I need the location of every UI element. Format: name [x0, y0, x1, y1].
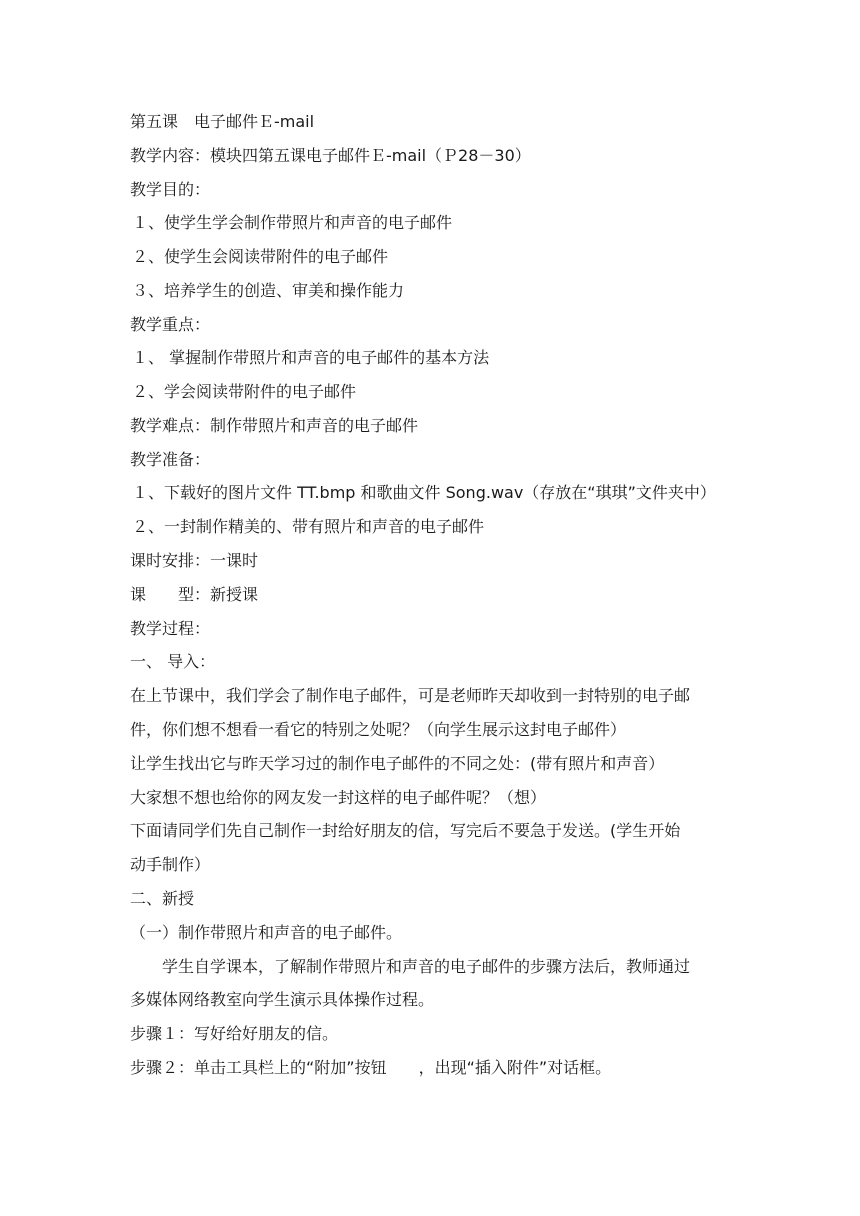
subsection-1: （一）制作带照片和声音的电子邮件。	[130, 923, 403, 942]
objective-3: ３、培养学生的创造、审美和操作能力	[132, 281, 405, 300]
key-point-1: １、 掌握制作带照片和声音的电子邮件的基本方法	[132, 348, 490, 367]
section-new-teaching: 二、新授	[130, 889, 195, 908]
intro-paragraph-line-2: 件，你们想不想看一看它的特别之处呢？（向学生展示这封电子邮件）	[130, 720, 627, 739]
intro-find-differences: 让学生找出它与昨天学习过的制作电子邮件的不同之处：(带有照片和声音）	[130, 754, 665, 773]
lesson-type: 课 型：新授课	[130, 585, 259, 604]
objective-1: １、使学生学会制作带照片和声音的电子邮件	[132, 213, 453, 232]
lesson-title: 第五课 电子邮件Ｅ-mail	[130, 112, 315, 131]
schedule: 课时安排：一课时	[130, 551, 259, 570]
intro-question: 大家想不想也给你的网友发一封这样的电子邮件呢？（想）	[130, 788, 547, 807]
intro-task-line-1: 下面请同学们先自己制作一封给好朋友的信，写完后不要急于发送。(学生开始	[130, 821, 681, 840]
heading-objectives: 教学目的：	[130, 180, 211, 199]
intro-paragraph-line-1: 在上节课中，我们学会了制作电子邮件，可是老师昨天却收到一封特别的电子邮	[130, 686, 691, 705]
step-2: 步骤２：单击工具栏上的“附加”按钮 ，出现“插入附件”对话框。	[130, 1058, 612, 1077]
difficulty: 教学难点：制作带照片和声音的电子邮件	[130, 416, 419, 435]
heading-preparation: 教学准备：	[130, 450, 211, 469]
step-1: 步骤１：写好给好朋友的信。	[130, 1024, 339, 1043]
section-intro: 一、 导入：	[130, 652, 216, 671]
preparation-1: １、下载好的图片文件 TT.bmp 和歌曲文件 Song.wav（存放在“琪琪”文件夹中）	[132, 483, 716, 502]
self-study-line-2: 多媒体网络教室向学生演示具体操作过程。	[130, 990, 435, 1009]
heading-key-points: 教学重点：	[130, 315, 211, 334]
teaching-content: 教学内容：模块四第五课电子邮件Ｅ-mail（Ｐ28－30）	[130, 146, 531, 165]
key-point-2: ２、学会阅读带附件的电子邮件	[132, 382, 357, 401]
self-study-line-1: 学生自学课本，了解制作带照片和声音的电子邮件的步骤方法后，教师通过	[162, 957, 691, 976]
objective-2: ２、使学生会阅读带附件的电子邮件	[132, 247, 389, 266]
heading-process: 教学过程：	[130, 619, 211, 638]
preparation-2: ２、一封制作精美的、带有照片和声音的电子邮件	[132, 517, 485, 536]
intro-task-line-2: 动手制作）	[130, 855, 211, 874]
